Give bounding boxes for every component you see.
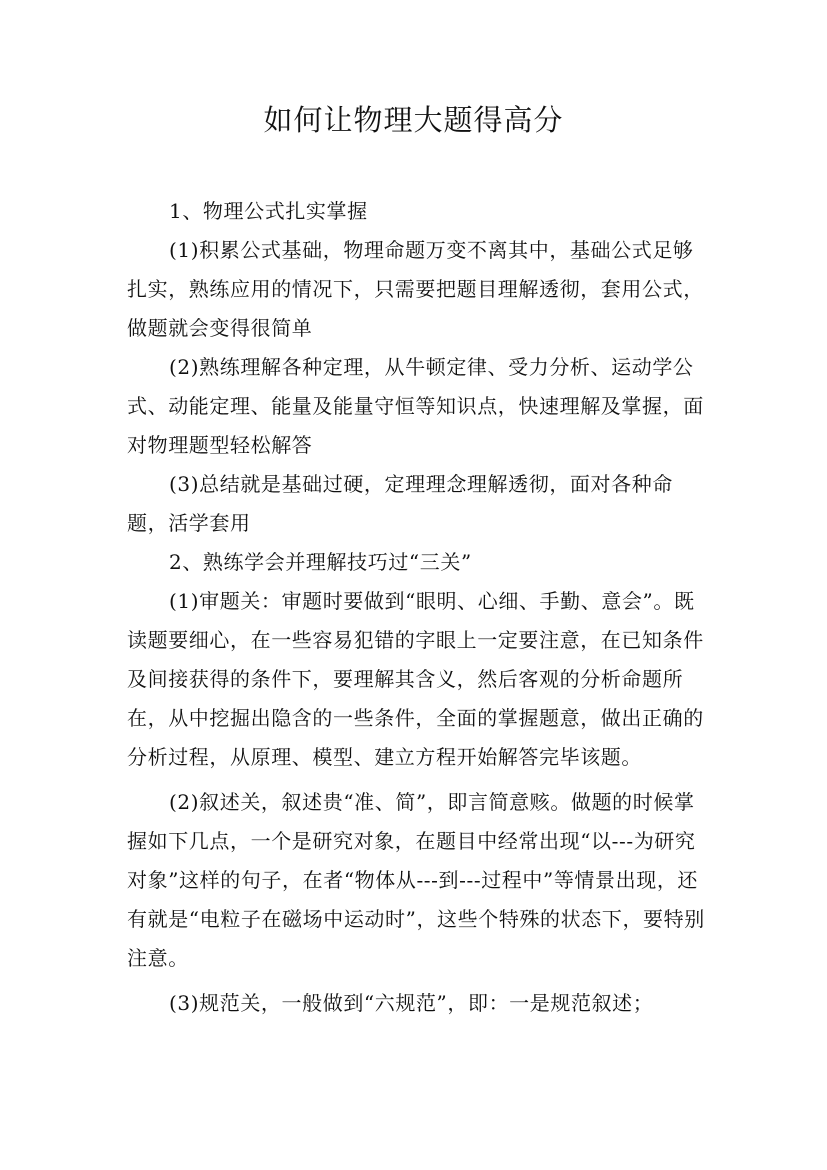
paragraph-2-1: (1)审题关：审题时要做到“眼明、心细、手勤、意会”。既读题要细心，在一些容易犯错的字眼上一定要注意，在已知条件及间接获得的条件下，要理解其含义，然后客观的分析命题所在，从中挖掘出隐含的一些条件，全面的掌握题意，做出正确的分析过程，从原理、模型、建立方程开始解答完毕该题。 <box>127 589 704 769</box>
document-body <box>127 192 712 1023</box>
section-heading-1: 1、物理公式扎实掌握 <box>169 199 368 223</box>
section-heading-2: 2、熟练学会并理解技巧过“三关” <box>169 550 472 574</box>
paragraph-2-2: (2)叙述关，叙述贵“准、简”，即言简意赅。做题的时候掌握如下几点，一个是研究对象，在题目中经常出现“以---为研究对象”这样的句子，在者“物体从---到---过程中”等情景出现，还有就是“电粒子在磁场中运动时”，这些个特殊的状态下，要特别注意。 <box>127 790 705 970</box>
document-title: 如何让物理大题得高分 <box>263 103 564 137</box>
paragraph-1-2: (2)熟练理解各种定理，从牛顿定律、受力分析、运动学公式、动能定理、能量及能量守恒等知识点，快速理解及掌握，面对物理题型轻松解答 <box>127 355 704 457</box>
paragraph-1-3: (3)总结就是基础过硬，定理理念理解透彻，面对各种命题，活学套用 <box>127 472 673 535</box>
paragraph-1-1: (1)积累公式基础，物理命题万变不离其中，基础公式足够扎实，熟练应用的情况下，只需要把题目理解透彻，套用公式，做题就会变得很简单 <box>127 238 704 340</box>
paragraph-2-3: (3)规范关，一般做到“六规范”，即：一是规范叙述； <box>169 991 654 1015</box>
